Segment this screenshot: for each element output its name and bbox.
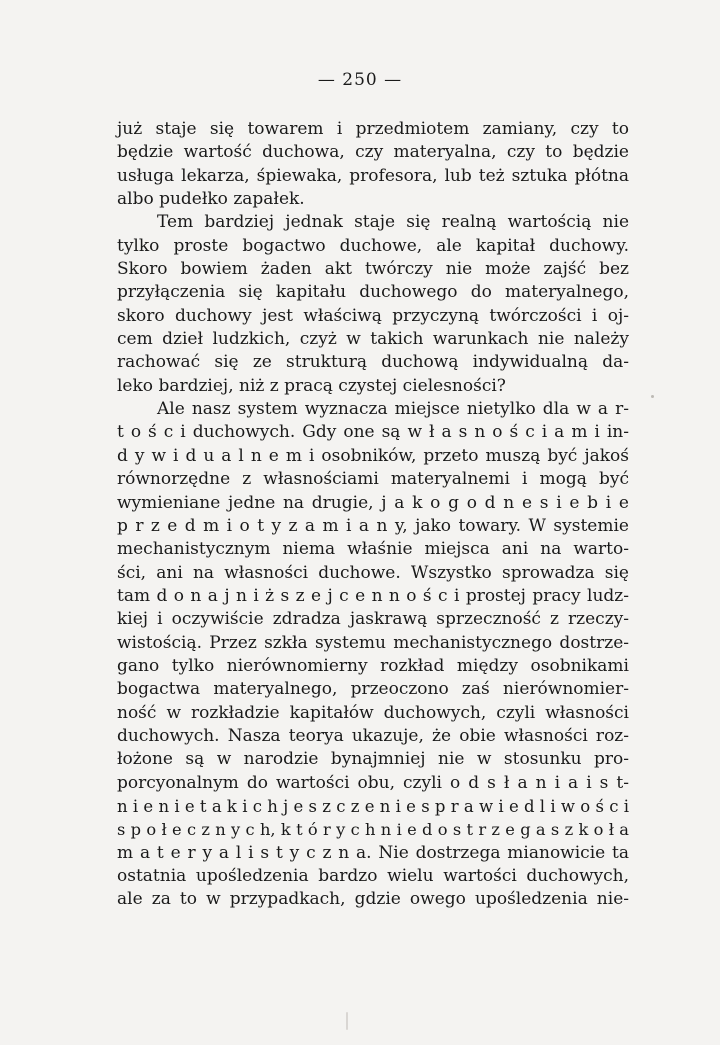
text-line: łożone są w narodzie bynajmniej nie w stosunku pro- <box>117 749 629 770</box>
text-line: już staje się towarem i przedmiotem zamiany, czy to <box>117 119 629 139</box>
text-line: Ale nasz system wyznacza miejsce nietylko dla w a r- <box>157 399 629 420</box>
text-line: m a t e r y a l i s t y c z n a. Nie dostrzega mianowicie ta <box>117 842 629 863</box>
text-line: tylko proste bogactwo duchowe, ale kapitał duchowy. <box>117 235 629 256</box>
text-line: równorzędne z własnościami materyalnemi i mogą być <box>117 469 629 490</box>
page-number: — 250 — <box>317 70 403 90</box>
text-line: kiej i oczywiście zdradza jaskrawą sprzeczność z rzeczy- <box>117 609 629 630</box>
text-line: n i e n i e t a k i c h j e s z c z e n i e s p r a w i e d l i w o ś c i <box>117 796 629 816</box>
text-line: Skoro bowiem żaden akt twórczy nie może zajść bez <box>117 259 629 280</box>
body-text <box>117 118 629 912</box>
text-line: s p o ł e c z n y c h, k t ó r y c h n i e d o s t r z e g a s z k o ł a <box>117 820 629 840</box>
text-line: gano tylko nierównomierny rozkład między osobnikami <box>117 655 629 676</box>
text-line: ność w rozkładzie kapitałów duchowych, czyli własności <box>117 702 629 723</box>
text-line: bogactwa materyalnego, przeoczono zaś nierównomier- <box>117 679 629 700</box>
text-line: będzie wartość duchowa, czy materyalna, czy to będzie <box>117 142 629 163</box>
text-line: t o ś c i duchowych. Gdy one są w ł a s n o ś c i a m i in- <box>117 422 629 443</box>
text-line: cem dzieł ludzkich, czyż w takich warunkach nie należy <box>117 329 629 350</box>
text-line: ostatnia upośledzenia bardzo wielu wartości duchowych, <box>117 866 629 886</box>
paper-speck <box>346 1012 348 1030</box>
text-line: albo pudełko zapałek. <box>117 189 305 210</box>
text-line: mechanistycznym niema właśnie miejsca ani na warto- <box>117 539 629 560</box>
text-line: ści, ani na własności duchowe. Wszystko sprowadza się <box>117 562 629 583</box>
text-line: wistością. Przez szkła systemu mechanistycznego dostrze- <box>117 632 629 653</box>
text-line: duchowych. Nasza teorya ukazuje, że obie własności roz- <box>117 725 629 746</box>
text-line: wymieniane jedne na drugie, j a k o g o d n e s i e b i e <box>117 492 629 513</box>
text-line: p r z e d m i o t y z a m i a n y, jako towary. W systemie <box>117 515 629 536</box>
text-line: rachować się ze strukturą duchową indywidualną da- <box>117 352 629 373</box>
text-line: usługa lekarza, śpiewaka, profesora, lub też sztuka płótna <box>117 165 629 186</box>
text-line: Tem bardziej jednak staje się realną wartością nie <box>157 212 629 233</box>
text-line: porcyonalnym do wartości obu, czyli o d s ł a n i a i s t- <box>117 772 629 793</box>
text-line: przyłączenia się kapitału duchowego do materyalnego, <box>117 282 629 303</box>
text-line: skoro duchowy jest właściwą przyczyną twórczości i oj- <box>117 305 629 326</box>
paper-speck <box>651 395 654 398</box>
text-line: ale za to w przypadkach, gdzie owego upośledzenia nie- <box>117 889 629 910</box>
text-line: tam d o n a j n i ż s z e j c e n n o ś c i prostej pracy ludz- <box>117 585 629 606</box>
text-line: d y w i d u a l n e m i osobników, przeto muszą być jakoś <box>117 445 629 466</box>
text-line: leko bardziej, niż z pracą czystej cielesności? <box>117 375 506 396</box>
